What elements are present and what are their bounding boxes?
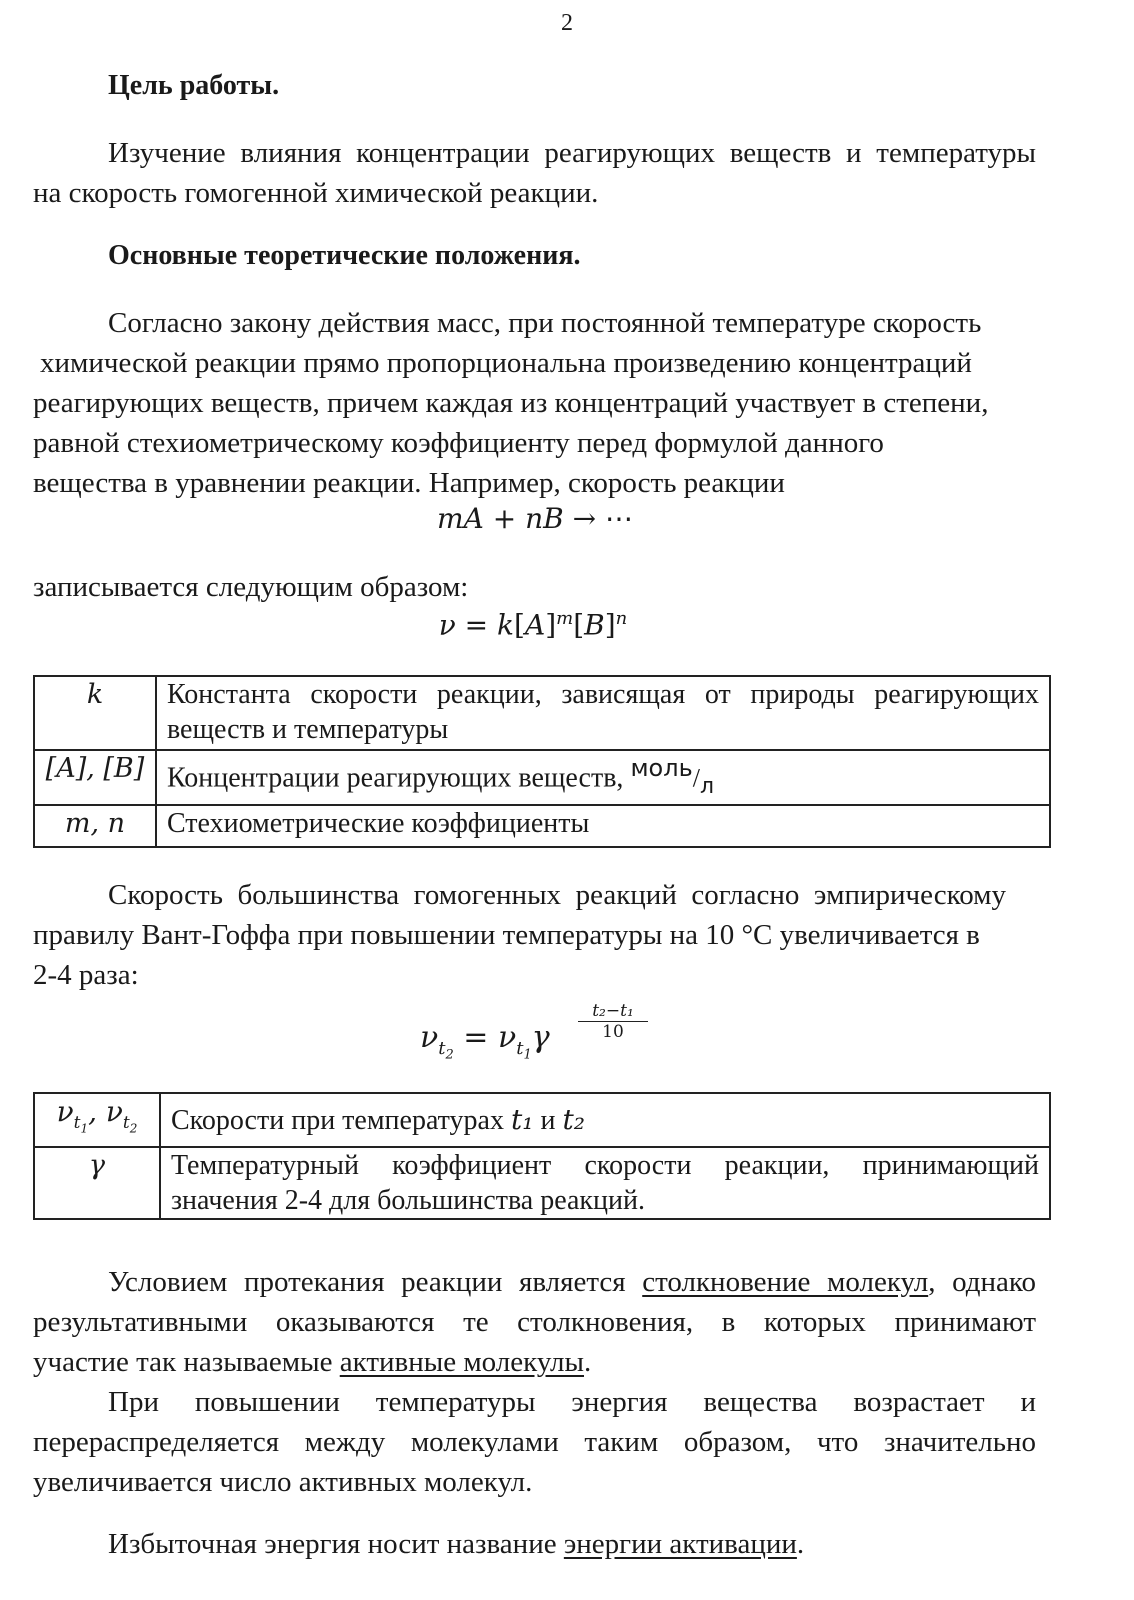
vant-hoff-line-3: 2-4 раза: <box>33 959 139 991</box>
table-desc-cell: Стехиометрические коэффициенты <box>156 805 1050 847</box>
para1-line-2: химической реакции прямо пропорциональна произведению концентраций <box>40 347 972 379</box>
activation-energy-line: Избыточная энергия носит название энергии активации. <box>108 1528 805 1560</box>
page-number: 2 <box>561 10 573 36</box>
reaction-equation: mA + nB → ⋯ <box>437 502 633 535</box>
exponent-fraction: t₂−t₁ 10 <box>578 1001 648 1042</box>
table-row <box>34 1093 1050 1147</box>
definitions-table-2 <box>33 1092 1051 1220</box>
table-desc-cell: Константа скорости реакции, зависящая от природы реагирующих веществ и температуры <box>156 676 1050 750</box>
para1-line-3: реагирующих веществ, причем каждая из концентраций участвует в степени, <box>33 387 989 419</box>
vant-hoff-equation: $\nu_{t_2} = \nu_{t_1}\gamma$ <box>420 1020 550 1063</box>
temperature-line-3: увеличивается число активных молекул. <box>33 1466 533 1498</box>
table-desc-cell: Скорости при температурах t₁ и t₂ <box>160 1093 1050 1147</box>
table-row <box>34 1147 1050 1219</box>
definitions-table-1 <box>33 675 1051 848</box>
rate-law-equation: $\nu = k[A]^m[B]^n$ <box>438 608 628 642</box>
goal-heading: Цель работы. <box>108 70 280 101</box>
theory-heading: Основные теоретические положения. <box>108 240 581 271</box>
table-row <box>34 750 1050 805</box>
table-row <box>34 676 1050 750</box>
vant-hoff-line-1: Скорость большинства гомогенных реакций согласно эмпирическому <box>108 879 1006 911</box>
temperature-line-1: При повышении температуры энергия вещества возрастает и <box>108 1386 1036 1418</box>
para1-line-4: равной стехиометрическому коэффициенту перед формулой данного <box>33 427 884 459</box>
table-row <box>34 805 1050 847</box>
table-symbol-cell: γ <box>34 1147 160 1219</box>
table-symbol-cell: $\nu_{t_1}$, $\nu_{t_2}$ <box>34 1093 160 1147</box>
table-desc-cell: Концентрации реагирующих веществ, $^{моль}/_л$ <box>156 750 1050 805</box>
para1-line-1: Согласно закону действия масс, при постоянной температуре скорость <box>108 307 982 339</box>
table-symbol-cell: m, n <box>34 805 156 847</box>
goal-text-line-2: на скорость гомогенной химической реакции. <box>33 177 599 209</box>
collision-line-1: Условием протекания реакции является столкновение молекул, однако <box>108 1266 1037 1298</box>
temperature-line-2: перераспределяется между молекулами таким образом, что значительно <box>33 1426 1036 1458</box>
goal-text-line-1: Изучение влияния концентрации реагирующих веществ и температуры <box>108 137 1036 169</box>
table-symbol-cell: [A], [B] <box>34 750 156 805</box>
written-as-text: записывается следующим образом: <box>33 571 469 603</box>
table-symbol-cell: k <box>34 676 156 750</box>
vant-hoff-line-2: правилу Вант-Гоффа при повышении температуры на 10 °С увеличивается в <box>33 919 980 951</box>
table-desc-cell: Температурный коэффициент скорости реакции, принимающий значения 2-4 для большинства реакций. <box>160 1147 1050 1219</box>
collision-line-2: результативными оказываются те столкновения, в которых принимают <box>33 1306 1036 1338</box>
collision-line-3: участие так называемые активные молекулы. <box>33 1346 592 1378</box>
para1-line-5: вещества в уравнении реакции. Например, скорость реакции <box>33 467 785 499</box>
